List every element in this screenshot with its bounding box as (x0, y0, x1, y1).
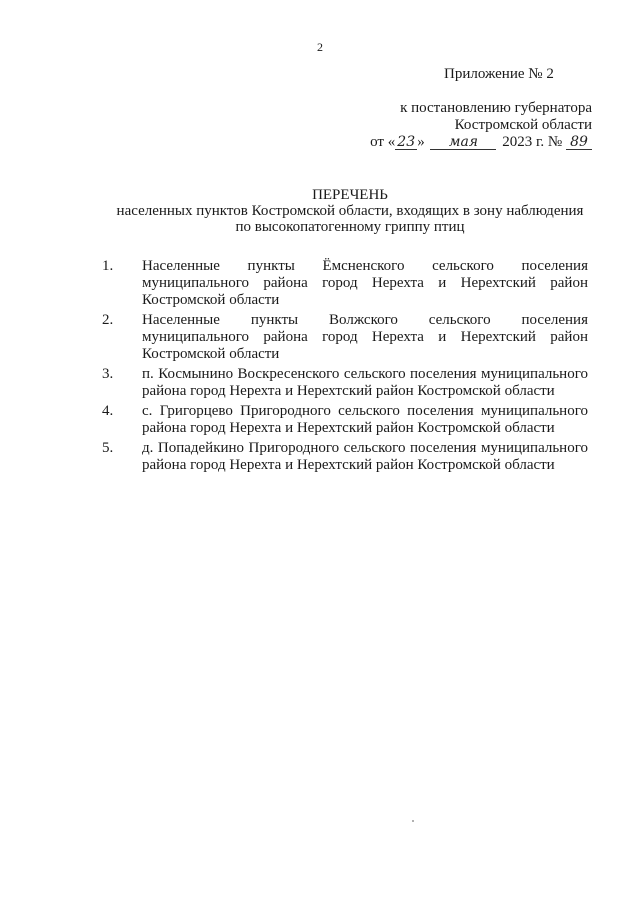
list-item-text: д. Попадейкино Пригородного сельского поселения муниципального района город Нерехта и Нерехтский район Костромской области (142, 440, 588, 473)
reference-line-2: Костромской области (454, 117, 592, 133)
list-item (96, 366, 588, 400)
list-item-number: 3. (102, 366, 114, 382)
list-item-text: п. Космынино Воскресенского сельского поселения муниципального района город Нерехта и Нерехтский район Костромской области (142, 366, 588, 399)
date-mid: » (417, 134, 425, 150)
list-item-text: с. Григорцево Пригородного сельского поселения муниципального района город Нерехта и Нерехтский район Костромской области (142, 403, 588, 436)
handwritten-month: мая (430, 134, 496, 151)
list-item-number: 2. (102, 312, 114, 328)
list-item (96, 312, 588, 363)
document-title (60, 187, 640, 235)
list-item-text: Населенные пункты Волжского сельского поселения муниципального района город Нерехта и Нерехтский район Костромской области (142, 312, 588, 362)
list-item-number: 1. (102, 258, 114, 274)
settlements-list (96, 258, 588, 477)
list-item (96, 440, 588, 474)
list-item (96, 403, 588, 437)
page-number: 2 (317, 40, 323, 54)
date-prefix: от « (370, 134, 396, 150)
reference-date-line (370, 134, 592, 151)
appendix-label: Приложение № 2 (444, 66, 554, 82)
title-line-2: по высокопатогенному гриппу птиц (235, 219, 465, 235)
resolution-reference (370, 100, 592, 151)
reference-line-1: к постановлению губернатора (400, 100, 592, 116)
title-heading: ПЕРЕЧЕНЬ (312, 187, 388, 203)
handwritten-day: 23 (395, 134, 417, 151)
handwritten-number: 89 (566, 134, 592, 151)
title-line-1: населенных пунктов Костромской области, входящих в зону наблюдения (116, 203, 584, 219)
list-item-number: 4. (102, 403, 114, 419)
list-item-number: 5. (102, 440, 114, 456)
list-item (96, 258, 588, 309)
scan-artifact (412, 820, 414, 822)
list-item-text: Населенные пункты Ёмсненского сельского поселения муниципального района город Нерехта и Нерехтский район Костромской области (142, 258, 588, 308)
date-year: 2023 г. № (502, 134, 563, 150)
